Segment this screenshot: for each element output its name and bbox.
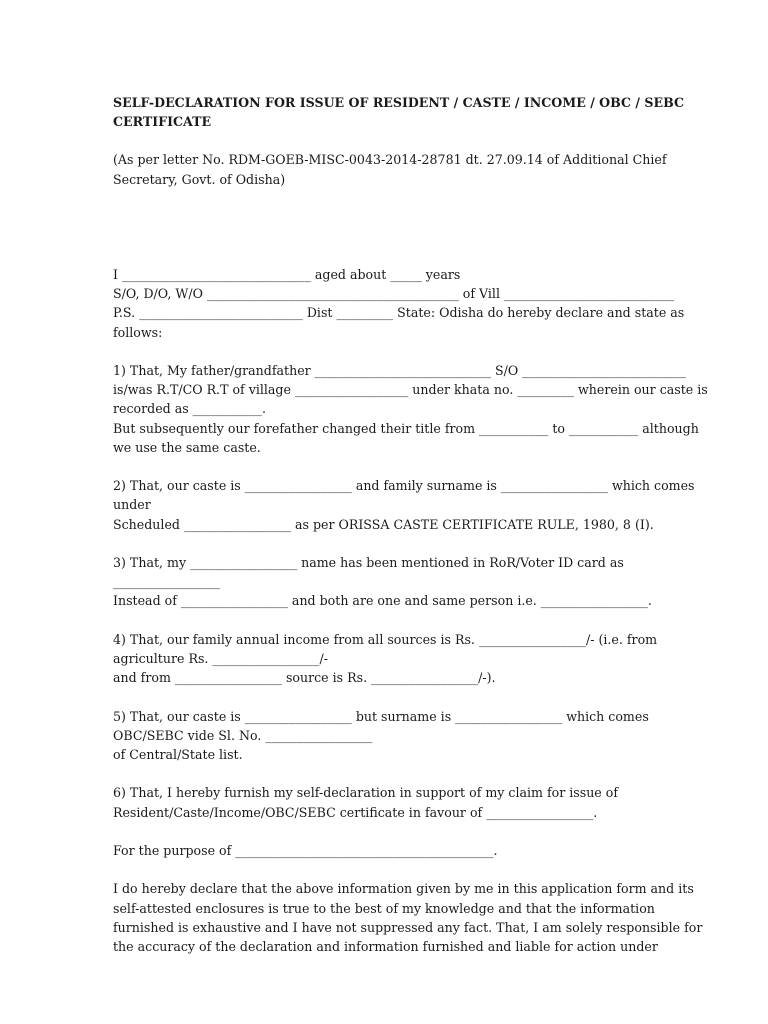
clause-line: 3) That, my _________________ name has been mentioned in RoR/Voter ID card as bbox=[113, 555, 624, 570]
clause-line: agriculture Rs. _________________/- bbox=[113, 651, 328, 666]
clause-line: _________________ bbox=[113, 574, 221, 590]
title-line-1: SELF-DECLARATION FOR ISSUE OF RESIDENT / CASTE / INCOME / OBC / SEBC bbox=[113, 95, 685, 110]
intro-line: S/O, D/O, W/O ________________________________________ of Vill ___________________________ bbox=[113, 286, 675, 302]
clause-line: Instead of _________________ and both are one and same person i.e. _________________. bbox=[113, 593, 652, 609]
clause-line: recorded as ___________. bbox=[113, 401, 266, 417]
clause-line: OBC/SEBC vide Sl. No. _________________ bbox=[113, 727, 373, 743]
purpose-text: For the purpose of _________________________________________. bbox=[113, 842, 498, 858]
document-title bbox=[113, 93, 685, 131]
clause-line: Resident/Caste/Income/OBC/SEBC certificate in favour of _________________. bbox=[113, 804, 598, 820]
declaration-paragraph bbox=[113, 879, 703, 956]
clause-line: under bbox=[113, 497, 151, 513]
clause-line: 5) That, our caste is _________________ but surname is _________________ which comes bbox=[113, 708, 649, 724]
clause-line: is/was R.T/CO R.T of village __________________ under khata no. _________ wherein our caste is bbox=[113, 382, 708, 398]
declaration-line: I do hereby declare that the above information given by me in this application form and its bbox=[113, 881, 694, 897]
clause-line: we use the same caste. bbox=[113, 439, 261, 455]
title-line-2: CERTIFICATE bbox=[113, 114, 212, 130]
purpose-line bbox=[113, 841, 673, 860]
document-body bbox=[113, 93, 708, 975]
intro-paragraph bbox=[113, 265, 685, 342]
declaration-line: furnished is exhaustive and I have not suppressed any fact. That, I am solely responsible for bbox=[113, 919, 703, 935]
clause-5 bbox=[113, 707, 673, 765]
clause-3 bbox=[113, 553, 673, 611]
clause-line: 1) That, My father/grandfather ____________________________ S/O __________________________ bbox=[113, 363, 686, 378]
intro-line: P.S. __________________________ Dist _________ State: Odisha do hereby declare and state as bbox=[113, 305, 685, 321]
clause-line: Scheduled _________________ as per ORISSA CASTE CERTIFICATE RULE, 1980, 8 (I). bbox=[113, 516, 654, 532]
clause-line: 4) That, our family annual income from all sources is Rs. _________________/- (i.e. from bbox=[113, 631, 658, 647]
declaration-line: the accuracy of the declaration and information furnished and liable for action under bbox=[113, 938, 658, 954]
clause-line: and from _________________ source is Rs. _________________/-). bbox=[113, 670, 496, 686]
clause-1 bbox=[113, 361, 708, 457]
intro-line: I ______________________________ aged about _____ years bbox=[113, 267, 461, 282]
reference-note bbox=[113, 150, 673, 188]
spacer bbox=[113, 208, 673, 265]
declaration-line: self-attested enclosures is true to the best of my knowledge and that the information bbox=[113, 900, 655, 916]
intro-line: follows: bbox=[113, 324, 163, 340]
clause-line: of Central/State list. bbox=[113, 747, 243, 762]
clause-4 bbox=[113, 630, 673, 688]
clause-line: 6) That, I hereby furnish my self-declaration in support of my claim for issue of bbox=[113, 785, 619, 801]
reference-line-2: Secretary, Govt. of Odisha) bbox=[113, 171, 286, 187]
clause-line: But subsequently our forefather changed their title from ___________ to ___________ although bbox=[113, 420, 699, 436]
clause-2 bbox=[113, 476, 695, 534]
reference-line-1: (As per letter No. RDM-GOEB-MISC-0043-2014-28781 dt. 27.09.14 of Additional Chief bbox=[113, 152, 667, 168]
clause-6 bbox=[113, 783, 673, 821]
clause-line: 2) That, our caste is _________________ and family surname is _________________ which comes bbox=[113, 478, 695, 494]
